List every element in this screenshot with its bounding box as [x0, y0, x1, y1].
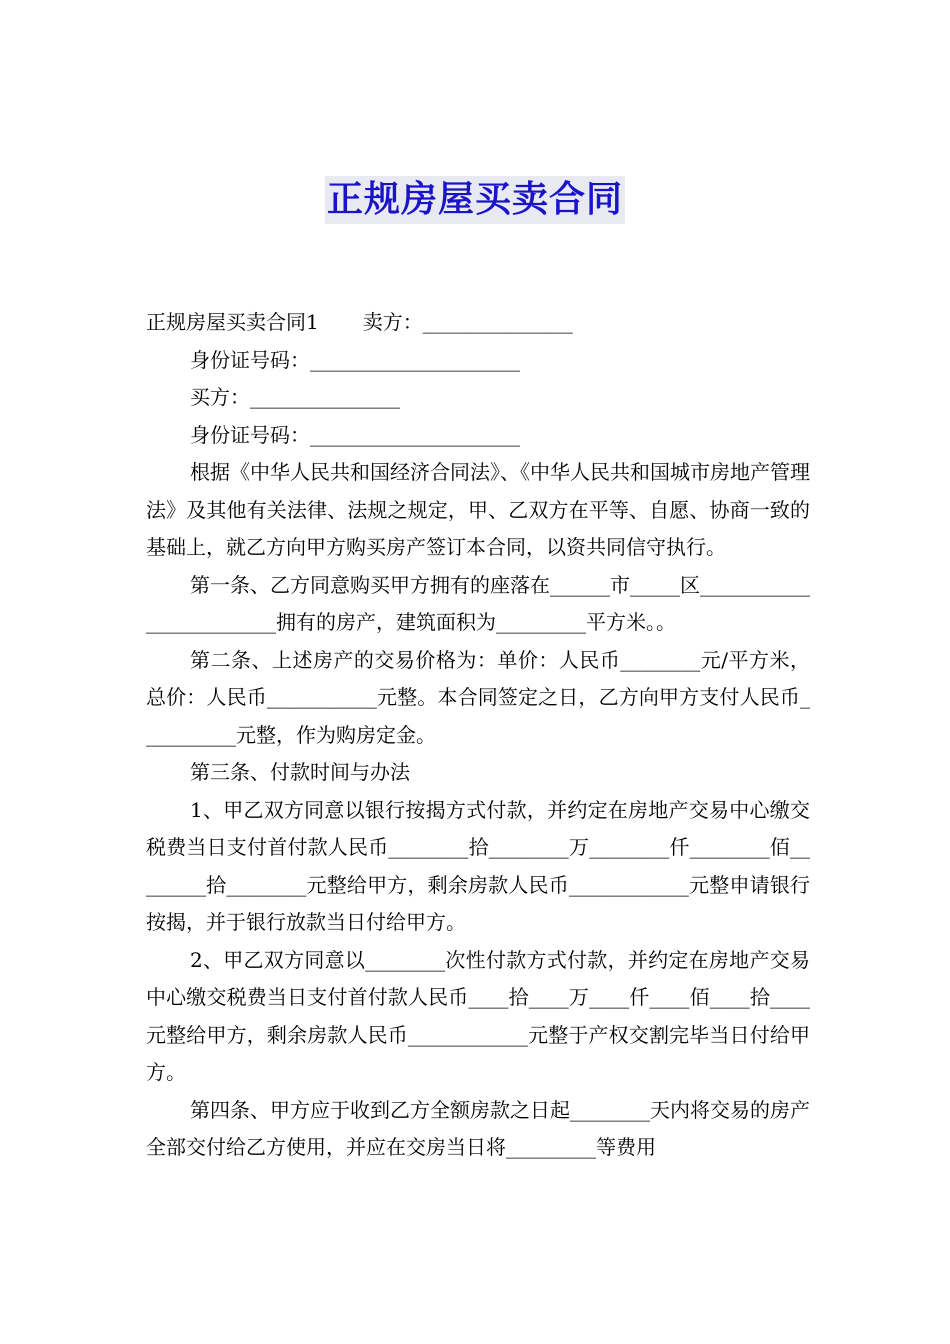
title-container [0, 176, 950, 224]
article-4: 第四条、甲方应于收到乙方全额房款之日起________天内将交易的房产全部交付给乙方使用，并应在交房当日将_________等费用 [146, 1097, 810, 1159]
article-3-item-1: 1、甲乙双方同意以银行按揭方式付款，并约定在房地产交易中心缴交税费当日支付首付款人民币________拾________万________仟________佰________拾________元整给甲方，剩余房款人民币____________元整申请银行按揭，并于银行放款当日付给甲方。 [146, 797, 810, 934]
article-3-heading: 第三条、付款时间与办法 [190, 760, 410, 784]
document-body [146, 304, 810, 1167]
buyer-line: 买方：_______________ [190, 385, 400, 409]
intro-paragraph: 根据《中华人民共和国经济合同法》、《中华人民共和国城市房地产管理法》及其他有关法律、法规之规定，甲、乙双方在平等、自愿、协商一致的基础上，就乙方向甲方购买房产签订本合同，以资共同信守执行。 [146, 460, 810, 559]
document-title: 正规房屋买卖合同 [325, 176, 625, 224]
seller-field: 卖方：_______________ [362, 310, 573, 334]
heading-line [146, 304, 810, 342]
contract-heading-label: 正规房屋买卖合同1 [146, 310, 319, 334]
seller-id-line: 身份证号码：_____________________ [190, 347, 520, 372]
buyer-id-line: 身份证号码：_____________________ [190, 422, 520, 447]
article-2: 第二条、上述房产的交易价格为：单价：人民币________元/平方米，总价：人民币___________元整。本合同签定之日，乙方向甲方支付人民币__________元整，作为购房定金。 [146, 647, 810, 747]
article-3-item-2: 2、甲乙双方同意以________次性付款方式付款，并约定在房地产交易中心缴交税费当日支付首付款人民币____拾____万____仟____佰____拾____元整给甲方，剩余房款人民币____________元整于产权交割完毕当日付给甲方。 [146, 947, 810, 1084]
article-1: 第一条、乙方同意购买甲方拥有的座落在______市_____区________________________拥有的房产，建筑面积为_________平方米。。 [146, 572, 810, 634]
